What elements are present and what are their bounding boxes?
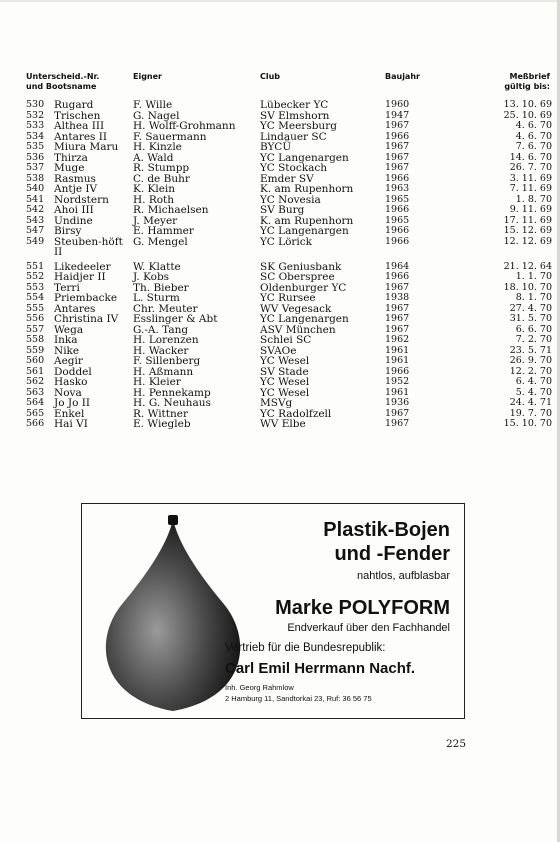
sail-number: 536 [26, 151, 45, 163]
table-row [26, 205, 552, 216]
boat-name: Birsy [54, 225, 82, 237]
build-year: 1947 [385, 109, 410, 121]
ad-distributor-name: Carl Emil Herrmann Nachf. [225, 660, 416, 677]
boat-name: Aegir [54, 355, 83, 367]
build-year: 1964 [385, 260, 410, 272]
column-header-owner: Eigner [133, 72, 162, 81]
club-name: BYCÜ [260, 141, 292, 153]
build-year: 1967 [385, 407, 410, 419]
certificate-valid-until: 1. 1. 70 [515, 271, 552, 282]
sail-number: 542 [26, 204, 45, 215]
ad-address-line: 2 Hamburg 11, Sandtorkai 23, Ruf: 36 56 75 [225, 694, 372, 703]
build-year: 1966 [385, 204, 410, 215]
build-year: 1966 [385, 130, 410, 142]
build-year: 1962 [385, 334, 410, 345]
club-name: K. am Rupenhorn [260, 214, 354, 227]
build-year: 1952 [385, 376, 410, 387]
table-row [26, 100, 552, 111]
owner-name: H. Wolff-Grohmann [133, 120, 236, 132]
certificate-valid-until: 15. 10. 70 [503, 418, 552, 429]
boat-name: Antje IV [54, 183, 98, 195]
boat-name: Christina IV [54, 313, 119, 325]
table-row [26, 377, 552, 388]
build-year: 1961 [385, 386, 410, 398]
page-number: 225 [446, 738, 467, 750]
build-year: 1960 [385, 99, 410, 110]
sail-number: 534 [26, 130, 45, 142]
header-mess-line1: Meßbrief [509, 72, 550, 81]
certificate-valid-until: 12. 12. 69 [503, 235, 552, 247]
certificate-valid-until: 27. 4. 70 [509, 302, 552, 314]
ad-headline-block [220, 518, 450, 636]
certificate-valid-until: 3. 11. 69 [509, 172, 552, 184]
advertisement-box [81, 503, 465, 719]
certificate-valid-until: 24. 4. 71 [509, 397, 552, 408]
sail-number: 559 [26, 344, 45, 356]
ad-sales-note: Endverkauf über den Fachhandel [287, 622, 450, 634]
sail-number: 557 [26, 323, 45, 335]
club-name: Lindauer SC [260, 130, 327, 143]
boat-name: Althea III [54, 120, 105, 132]
certificate-valid-until: 15. 12. 69 [503, 225, 552, 236]
sail-number: 561 [26, 365, 45, 377]
owner-name: H. Wacker [133, 344, 189, 357]
sail-number: 533 [26, 120, 45, 131]
certificate-valid-until: 6. 4. 70 [515, 376, 552, 387]
owner-name: R. Michaelsen [133, 204, 209, 216]
boat-name: Likedeeler [54, 260, 111, 273]
club-name: SC Oberspree [260, 271, 335, 283]
build-year: 1936 [385, 397, 410, 408]
certificate-valid-until: 18. 10. 70 [503, 281, 552, 293]
build-year: 1967 [385, 162, 410, 173]
build-year: 1966 [385, 172, 410, 184]
table-row [26, 226, 552, 237]
owner-name: E. Wiegleb [133, 418, 191, 430]
sail-number: 530 [26, 99, 45, 110]
sail-number: 560 [26, 355, 45, 366]
boat-name: Miura Maru [54, 141, 119, 153]
header-mess-line2: gültig bis: [504, 82, 550, 91]
certificate-valid-until: 26. 9. 70 [509, 355, 552, 366]
owner-name: A. Wald [133, 151, 174, 164]
certificate-valid-until: 1. 8. 70 [515, 193, 552, 205]
club-name: YC Meersburg [260, 120, 337, 132]
boat-name: Terri [54, 281, 80, 294]
certificate-valid-until: 5. 4. 70 [515, 386, 552, 398]
table-row [26, 356, 552, 367]
build-year: 1961 [385, 344, 410, 356]
boat-name: Enkel [54, 407, 85, 420]
sail-number: 563 [26, 386, 45, 398]
table-row [26, 121, 552, 132]
certificate-valid-until: 6. 6. 70 [515, 323, 552, 335]
owner-name: J. Meyer [133, 214, 178, 227]
owner-name: Esslinger & Abt [133, 313, 218, 325]
club-name: YC Novesia [260, 193, 321, 206]
boat-name: Antares [54, 302, 96, 315]
owner-name: H. Kleier [133, 376, 181, 388]
club-name: YC Wesel [260, 355, 310, 367]
column-header-measurement-certificate [452, 72, 550, 98]
owner-name: F. Wille [133, 99, 173, 111]
owner-name: H. G. Neuhaus [133, 397, 211, 409]
club-name: YC Lörick [260, 235, 313, 248]
certificate-valid-until: 12. 2. 70 [509, 365, 552, 377]
ad-distributor-block [225, 640, 457, 704]
owner-name: K. Klein [133, 183, 176, 195]
owner-name: G. Mengel [133, 235, 188, 248]
club-name: SV Burg [260, 204, 305, 216]
boat-name: Nordstern [54, 193, 109, 206]
boat-name: Undine [54, 214, 93, 227]
owner-name: H. Aßmann [133, 365, 194, 378]
ad-owner-line: Inh. Georg Rahmlow [225, 683, 294, 692]
boat-name: Thirza [54, 151, 88, 164]
sail-number: 558 [26, 334, 45, 345]
club-name: WV Vegesack [260, 302, 332, 315]
build-year: 1967 [385, 141, 410, 152]
certificate-valid-until: 7. 11. 69 [509, 183, 552, 194]
club-name: Lübecker YC [260, 99, 329, 111]
certificate-valid-until: 13. 10. 69 [503, 99, 552, 110]
ad-headline-1: Plastik-Bojen [323, 519, 450, 541]
club-name: ASV München [260, 323, 336, 336]
sail-number: 535 [26, 141, 45, 152]
certificate-valid-until: 4. 6. 70 [515, 130, 552, 142]
build-year: 1967 [385, 302, 410, 314]
column-header-club: Club [260, 72, 281, 81]
owner-name: R. Stumpp [133, 162, 190, 174]
owner-name: H. Lorenzen [133, 334, 199, 346]
build-year: 1967 [385, 323, 410, 335]
certificate-valid-until: 7. 6. 70 [515, 141, 552, 152]
club-name: Schlei SC [260, 334, 312, 346]
table-row [26, 335, 552, 346]
build-year: 1967 [385, 281, 410, 293]
owner-name: H. Kinzle [133, 141, 182, 153]
build-year: 1966 [385, 271, 410, 282]
club-name: Oldenburger YC [260, 281, 347, 294]
sail-number: 562 [26, 376, 45, 387]
table-row [26, 163, 552, 174]
club-name: Emder SV [260, 172, 314, 185]
sail-number: 565 [26, 407, 45, 419]
owner-name: J. Kobs [133, 271, 170, 283]
certificate-valid-until: 4. 6. 70 [515, 120, 552, 131]
owner-name: C. de Buhr [133, 172, 190, 185]
sail-number: 538 [26, 172, 45, 184]
owner-name: Th. Bieber [133, 281, 189, 294]
build-year: 1938 [385, 292, 410, 303]
certificate-valid-until: 17. 11. 69 [503, 214, 552, 226]
owner-name: R. Wittner [133, 407, 188, 420]
boat-register-table [26, 100, 552, 430]
certificate-valid-until: 7. 2. 70 [515, 334, 552, 345]
sail-number: 551 [26, 260, 45, 272]
table-row [26, 398, 552, 409]
build-year: 1967 [385, 313, 410, 324]
column-header-year: Baujahr [385, 72, 420, 81]
build-year: 1965 [385, 214, 410, 226]
club-name: WV Elbe [260, 418, 306, 430]
build-year: 1961 [385, 355, 410, 366]
club-name: SVAOe [260, 344, 297, 357]
club-name: YC Radolfzell [260, 407, 332, 420]
table-row [26, 142, 552, 153]
sail-number: 549 [26, 235, 45, 247]
ad-headline-2: und -Fender [334, 543, 450, 565]
owner-name: H. Pennekamp [133, 386, 211, 399]
certificate-valid-until: 21. 12. 64 [503, 260, 552, 272]
boat-name: Muge [54, 162, 85, 174]
boat-name: Nike [54, 344, 80, 357]
sail-number: 553 [26, 281, 45, 293]
sail-number: 554 [26, 292, 45, 303]
boat-name: Trischen [54, 109, 101, 122]
sail-number: 552 [26, 271, 45, 282]
build-year: 1965 [385, 193, 410, 205]
boat-name: Rasmus [54, 172, 96, 185]
club-name: K. am Rupenhorn [260, 183, 354, 195]
boat-name: Jo Jo II [54, 397, 91, 409]
club-name: YC Rursee [260, 292, 316, 304]
certificate-valid-until: 8. 1. 70 [515, 292, 552, 303]
owner-name: G.-A. Tang [133, 323, 189, 336]
club-name: YC Wesel [260, 386, 310, 399]
certificate-valid-until: 14. 6. 70 [509, 151, 552, 163]
table-row [26, 184, 552, 195]
build-year: 1966 [385, 235, 410, 247]
sail-number: 537 [26, 162, 45, 173]
boat-name: Hasko [54, 376, 88, 388]
club-name: MSVg [260, 397, 293, 409]
certificate-valid-until: 25. 10. 69 [503, 109, 552, 121]
owner-name: H. Roth [133, 193, 175, 206]
certificate-valid-until: 31. 5. 70 [509, 313, 552, 324]
build-year: 1966 [385, 365, 410, 377]
table-row [26, 314, 552, 325]
build-year: 1967 [385, 418, 410, 429]
certificate-valid-until: 26. 7. 70 [509, 162, 552, 173]
page-top-edge [0, 0, 557, 2]
sail-number: 566 [26, 418, 45, 429]
boat-name: Nova [54, 386, 82, 399]
club-name: SV Elmshorn [260, 109, 330, 122]
sail-number: 547 [26, 225, 45, 236]
sail-number: 555 [26, 302, 45, 314]
boat-name: Rugard [54, 99, 94, 111]
build-year: 1967 [385, 151, 410, 163]
boat-name: Wega [54, 323, 84, 336]
club-name: YC Langenargen [260, 225, 349, 237]
build-year: 1967 [385, 120, 410, 131]
boat-name: Ahoi III [54, 204, 94, 216]
boat-name: Hai VI [54, 418, 88, 430]
boat-name: Antares II [54, 130, 108, 143]
club-name: YC Langenargen [260, 313, 349, 325]
header-nr-line2: und Bootsname [26, 82, 97, 91]
ad-subline: nahtlos, aufblasbar [357, 570, 450, 582]
boat-name: Doddel [54, 365, 92, 378]
column-header-number-name [26, 72, 126, 98]
owner-name: G. Nagel [133, 109, 180, 122]
sail-number: 564 [26, 397, 45, 408]
ad-brand: Marke POLYFORM [275, 597, 450, 619]
owner-name: F. Sauermann [133, 130, 207, 143]
table-row [26, 237, 552, 258]
build-year: 1966 [385, 225, 410, 236]
club-name: YC Langenargen [260, 151, 349, 164]
sail-number: 541 [26, 193, 45, 205]
sail-number: 556 [26, 313, 45, 324]
owner-name: Chr. Meuter [133, 302, 198, 315]
table-row [26, 419, 552, 430]
club-name: YC Wesel [260, 376, 310, 388]
certificate-valid-until: 23. 5. 71 [509, 344, 552, 356]
club-name: SK Geniusbank [260, 260, 342, 273]
table-row [26, 272, 552, 283]
certificate-valid-until: 9. 11. 69 [509, 204, 552, 215]
owner-name: L. Sturm [133, 292, 180, 304]
boat-name: Steuben-höft II [54, 235, 123, 258]
club-name: YC Stockach [260, 162, 327, 174]
owner-name: F. Sillenberg [133, 355, 201, 367]
ad-distribution-label: Vertrieb für die Bundesrepublik: [225, 642, 386, 654]
boat-name: Haidjer II [54, 271, 106, 283]
sail-number: 543 [26, 214, 45, 226]
owner-name: E. Hammer [133, 225, 194, 237]
certificate-valid-until: 19. 7. 70 [509, 407, 552, 419]
boat-name: Priembacke [54, 292, 118, 304]
build-year: 1963 [385, 183, 410, 194]
header-nr-line1: Unterscheid.-Nr. [26, 72, 100, 81]
table-row [26, 293, 552, 304]
club-name: SV Stade [260, 365, 309, 378]
sail-number: 540 [26, 183, 45, 194]
owner-name: W. Klatte [133, 260, 181, 273]
boat-name: Inka [54, 334, 78, 346]
sail-number: 532 [26, 109, 45, 121]
